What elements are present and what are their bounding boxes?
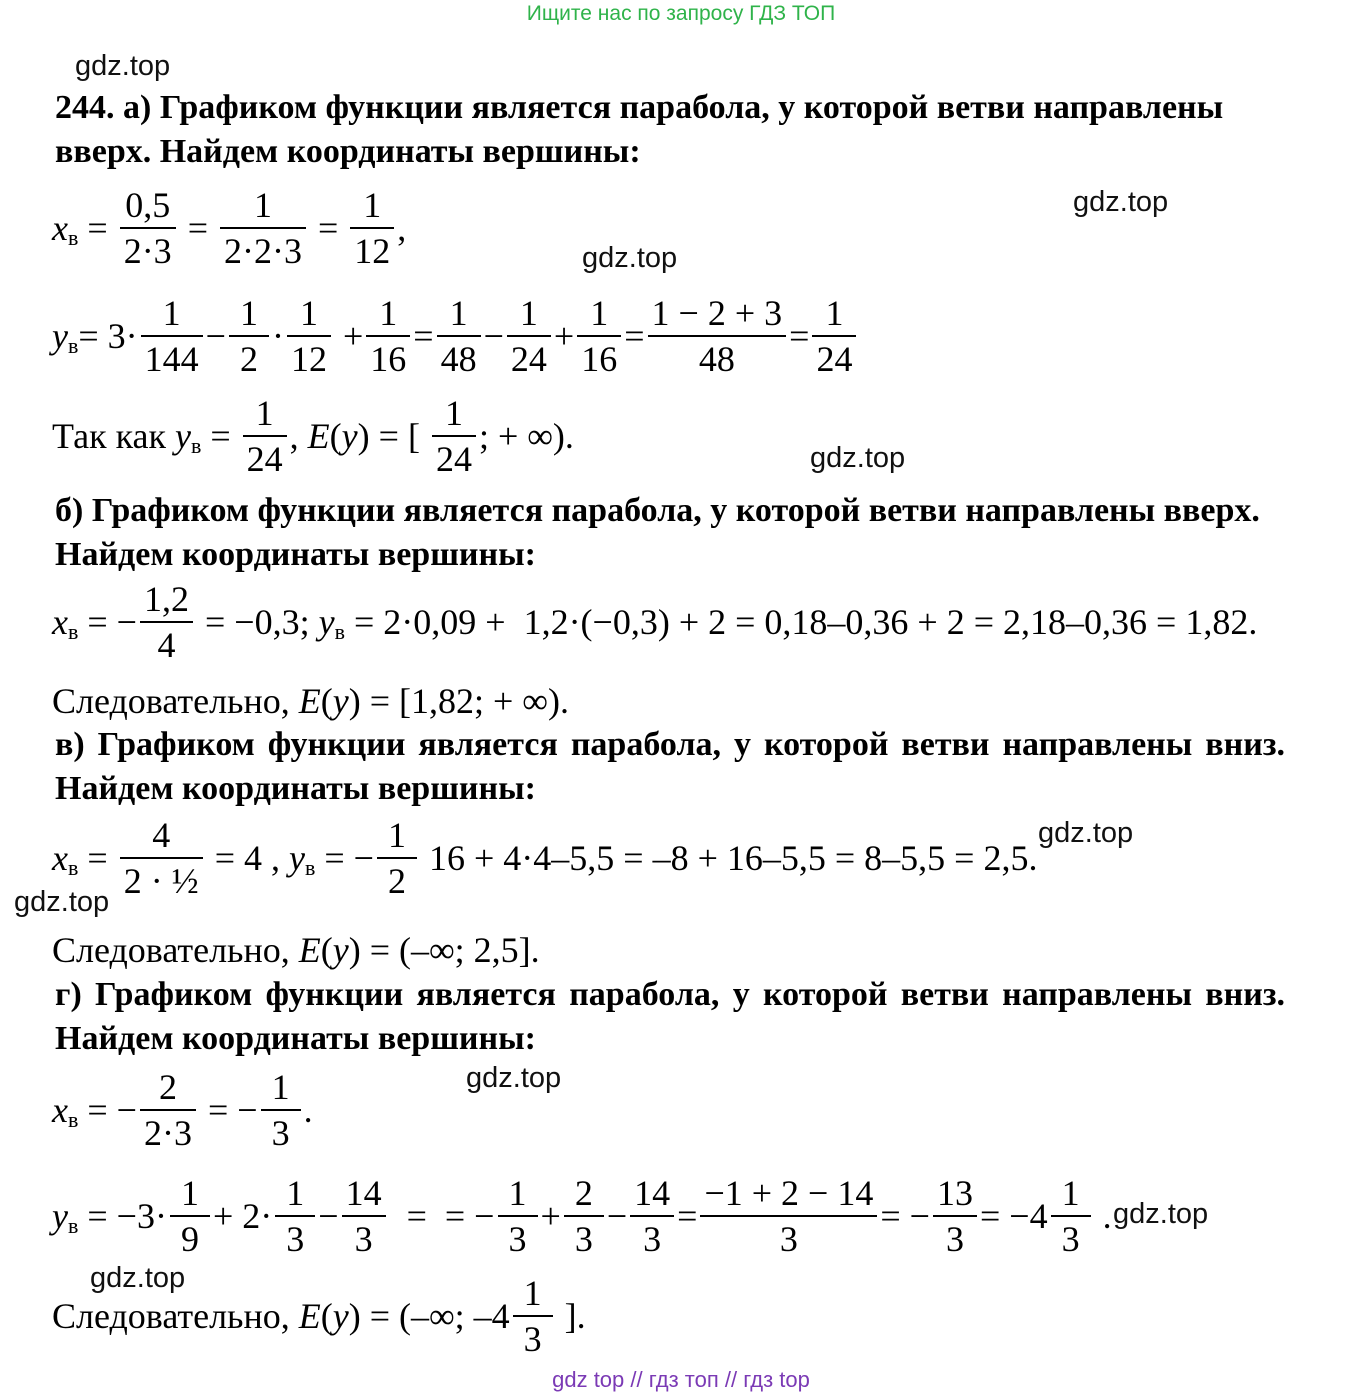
g-y-vertex-formula	[52, 1160, 1112, 1272]
fraction-denominator: 24	[246, 439, 283, 479]
fraction	[220, 183, 306, 273]
fraction-numerator: 2	[158, 1067, 177, 1107]
fraction-denominator: 2·3	[143, 1113, 192, 1153]
math-text: = −	[78, 602, 137, 642]
math-subscript: в	[67, 225, 79, 250]
fraction-numerator: 1	[519, 293, 538, 333]
fraction-denominator: 12	[354, 231, 391, 271]
math-text: = −	[198, 1090, 258, 1130]
problem-a-text-2: вверх. Найдем координаты вершины:	[55, 133, 641, 170]
math-variable: x	[52, 838, 68, 878]
fraction-numerator: 1,2	[143, 579, 189, 619]
fraction-denominator: 2	[239, 339, 258, 379]
fraction-denominator: 3	[945, 1219, 964, 1259]
math-text: +	[333, 316, 364, 356]
problem-number: 244.	[55, 89, 115, 126]
math-text: + 2·	[212, 1196, 273, 1236]
fraction	[229, 291, 269, 381]
math-text: ·	[271, 316, 284, 356]
fraction-numerator: 1	[271, 1067, 290, 1107]
math-text: (	[320, 1296, 333, 1336]
problem-b-text-2: Найдем координаты вершины:	[55, 536, 536, 573]
math-variable: y	[318, 602, 335, 642]
math-text: = −4	[979, 1196, 1048, 1236]
math-text: = −	[78, 1090, 137, 1130]
fraction-numerator: 1	[444, 393, 463, 433]
fraction-numerator: 1	[825, 293, 844, 333]
fraction	[1051, 1171, 1091, 1261]
math-text: +	[553, 316, 575, 356]
fraction	[648, 291, 787, 381]
a-range-result	[52, 380, 574, 492]
math-variable: E	[298, 681, 321, 721]
fraction-denominator: 12	[290, 339, 327, 379]
fraction-denominator: 24	[510, 339, 547, 379]
fraction-denominator: 3	[354, 1219, 373, 1259]
math-variable: y	[52, 1196, 68, 1236]
math-text: −	[318, 1196, 339, 1236]
math-text: .	[303, 1090, 313, 1130]
fraction-denominator: 3	[779, 1219, 798, 1259]
problem-b-heading: б) Графиком функции является парабола, у которой ветви направлены вверх.	[55, 492, 1260, 529]
math-text: Следовательно,	[52, 930, 299, 970]
math-subscript: в	[67, 619, 79, 644]
math-text: =	[201, 416, 240, 456]
fraction-denominator: 3	[271, 1113, 290, 1153]
math-text: ,	[289, 416, 308, 456]
fraction-denominator: 4	[157, 625, 176, 665]
math-text: −	[205, 316, 226, 356]
math-variable: x	[52, 602, 68, 642]
watermark: gdz.top	[1073, 186, 1169, 218]
math-text: (	[329, 416, 342, 456]
math-variable: y	[332, 681, 349, 721]
fraction-denominator: 3	[1061, 1219, 1080, 1259]
fraction-numerator: 14	[345, 1173, 382, 1213]
math-variable: y	[289, 838, 305, 878]
fraction	[564, 1171, 604, 1261]
fraction	[120, 813, 203, 903]
fraction	[630, 1171, 674, 1261]
math-text: (	[320, 681, 333, 721]
math-subscript: в	[67, 333, 79, 358]
fraction-numerator: 13	[936, 1173, 973, 1213]
math-text: =	[624, 316, 645, 356]
math-subscript: в	[67, 855, 79, 880]
fraction-numerator: −1 + 2 − 14	[704, 1173, 874, 1213]
problem-a-heading	[55, 88, 1223, 128]
fraction-numerator: 1	[590, 293, 609, 333]
fraction-denominator: 144	[144, 339, 199, 379]
math-text: = −	[315, 838, 374, 878]
math-text: ].	[555, 1296, 586, 1336]
fraction-denominator: 48	[698, 339, 735, 379]
math-variable: y	[52, 316, 68, 356]
fraction	[261, 1065, 301, 1155]
math-text: Так как	[52, 416, 175, 456]
math-subscript: в	[67, 1213, 79, 1238]
math-text: =	[78, 838, 117, 878]
math-variable: E	[298, 930, 321, 970]
math-text: = −3·	[78, 1196, 167, 1236]
a-y-vertex-formula	[52, 280, 859, 392]
math-text: = = −	[388, 1196, 495, 1236]
fraction-denominator: 24	[816, 339, 853, 379]
fraction	[140, 1065, 196, 1155]
fraction-numerator: 1	[299, 293, 318, 333]
math-text: −	[483, 316, 504, 356]
a-x-vertex-formula	[52, 172, 406, 284]
fraction	[350, 183, 394, 273]
math-subscript: в	[334, 619, 345, 644]
fraction	[141, 291, 203, 381]
problem-a-text: а) Графиком функции является парабола, у которой ветви направлены	[114, 89, 1224, 126]
footer-watermark: gdz top // гдз топ // гдз top	[552, 1367, 810, 1392]
watermark: gdz.top	[1038, 817, 1134, 849]
math-variable: y	[174, 416, 191, 456]
math-variable: E	[307, 416, 330, 456]
fraction-numerator: 1 − 2 + 3	[651, 293, 783, 333]
watermark: gdz.top	[810, 442, 906, 474]
math-variable: y	[332, 1296, 349, 1336]
math-text: =	[308, 208, 348, 248]
math-text: ) = [1,82; + ∞).	[348, 681, 569, 721]
fraction-numerator: 1	[180, 1173, 199, 1213]
math-text: =	[78, 208, 117, 248]
fraction-numerator: 0,5	[125, 185, 171, 225]
watermark: gdz.top	[1113, 1198, 1209, 1230]
fraction	[377, 813, 417, 903]
g-x-vertex-formula	[52, 1054, 313, 1166]
fraction	[120, 183, 176, 273]
fraction-numerator: 1	[363, 185, 382, 225]
math-text: = −0,3;	[195, 602, 319, 642]
math-text: −	[606, 1196, 628, 1236]
fraction-denominator: 2 · ½	[123, 861, 199, 901]
problem-v-heading: в) Графиком функции является парабола, у которой ветви направлены вниз.	[55, 726, 1285, 763]
problem-g-text-2: Найдем координаты вершины:	[55, 1020, 536, 1057]
fraction-numerator: 1	[255, 393, 274, 433]
math-text: ; + ∞).	[478, 416, 574, 456]
math-variable: x	[52, 208, 68, 248]
fraction	[700, 1171, 877, 1261]
math-subscript: в	[67, 1107, 79, 1132]
fraction-denominator: 3	[286, 1219, 305, 1259]
watermark: gdz.top	[75, 50, 171, 82]
fraction	[243, 391, 287, 481]
fraction-denominator: 48	[440, 339, 477, 379]
math-text: =	[413, 316, 434, 356]
watermark: gdz.top	[466, 1062, 562, 1094]
math-text: .	[1093, 1196, 1112, 1236]
math-text: = 2·0,09 + 1,2·(−0,3) + 2 = 0,18–0,36 + 2 = 2,18–0,36 = 1,82.	[344, 602, 1258, 642]
watermark: gdz.top	[582, 242, 678, 274]
fraction-numerator: 1	[253, 185, 272, 225]
fraction-denominator: 24	[435, 439, 472, 479]
watermark: gdz.top	[14, 886, 110, 918]
math-text: = 3·	[78, 316, 138, 356]
fraction-numerator: 1	[286, 1173, 305, 1213]
math-variable: y	[341, 416, 358, 456]
math-text: ) = (–∞; 2,5].	[348, 930, 540, 970]
fraction-denominator: 2·3	[123, 231, 172, 271]
watermark: gdz.top	[90, 1262, 186, 1294]
fraction-numerator: 1	[523, 1273, 542, 1313]
fraction-numerator: 14	[634, 1173, 671, 1213]
problem-v-text-2: Найдем координаты вершины:	[55, 770, 536, 807]
fraction-denominator: 9	[180, 1219, 199, 1259]
math-text: = 4 ,	[205, 838, 289, 878]
fraction-denominator: 3	[508, 1219, 527, 1259]
fraction	[342, 1171, 386, 1261]
fraction-numerator: 1	[508, 1173, 527, 1213]
math-variable: y	[332, 930, 349, 970]
math-text: = −	[880, 1196, 930, 1236]
fraction-denominator: 3	[643, 1219, 662, 1259]
problem-g-heading: г) Графиком функции является парабола, у которой ветви направлены вниз.	[55, 976, 1285, 1013]
fraction-numerator: 1	[1061, 1173, 1080, 1213]
fraction-numerator: 1	[387, 815, 406, 855]
search-hint-header: Ищите нас по запросу ГДЗ ТОП	[526, 2, 836, 25]
math-text: ) = [	[357, 416, 429, 456]
fraction-denominator: 3	[523, 1319, 542, 1359]
fraction-numerator: 2	[574, 1173, 593, 1213]
fraction	[812, 291, 856, 381]
fraction	[507, 291, 551, 381]
fraction-numerator: 1	[239, 293, 258, 333]
fraction-denominator: 3	[574, 1219, 593, 1259]
fraction	[498, 1171, 538, 1261]
fraction-denominator: 2	[387, 861, 406, 901]
math-subscript: в	[304, 855, 316, 880]
fraction	[577, 291, 621, 381]
fraction	[437, 291, 481, 381]
math-text: ) = (–∞; –4	[348, 1296, 510, 1336]
fraction	[432, 391, 476, 481]
fraction	[933, 1171, 977, 1261]
math-text: =	[677, 1196, 698, 1236]
fraction	[275, 1171, 315, 1261]
math-variable: E	[298, 1296, 321, 1336]
fraction	[287, 291, 331, 381]
math-text: Следовательно,	[52, 1296, 299, 1336]
math-subscript: в	[190, 433, 202, 458]
fraction-numerator: 1	[379, 293, 398, 333]
fraction-numerator: 4	[152, 815, 171, 855]
math-text: =	[178, 208, 217, 248]
math-text: ,	[397, 208, 407, 248]
fraction-denominator: 2·2·3	[224, 231, 302, 271]
math-text: Следовательно,	[52, 681, 299, 721]
math-text: +	[540, 1196, 561, 1236]
math-variable: x	[52, 1090, 68, 1130]
fraction	[366, 291, 410, 381]
fraction-numerator: 1	[162, 293, 181, 333]
math-text: =	[789, 316, 810, 356]
fraction	[170, 1171, 210, 1261]
math-text: 16 + 4·4–5,5 = –8 + 16–5,5 = 8–5,5 = 2,5.	[419, 838, 1038, 878]
fraction-denominator: 16	[581, 339, 618, 379]
math-text: (	[320, 930, 333, 970]
g-range-result	[52, 1260, 586, 1372]
fraction	[513, 1271, 553, 1361]
fraction-numerator: 1	[449, 293, 468, 333]
fraction-denominator: 16	[370, 339, 407, 379]
